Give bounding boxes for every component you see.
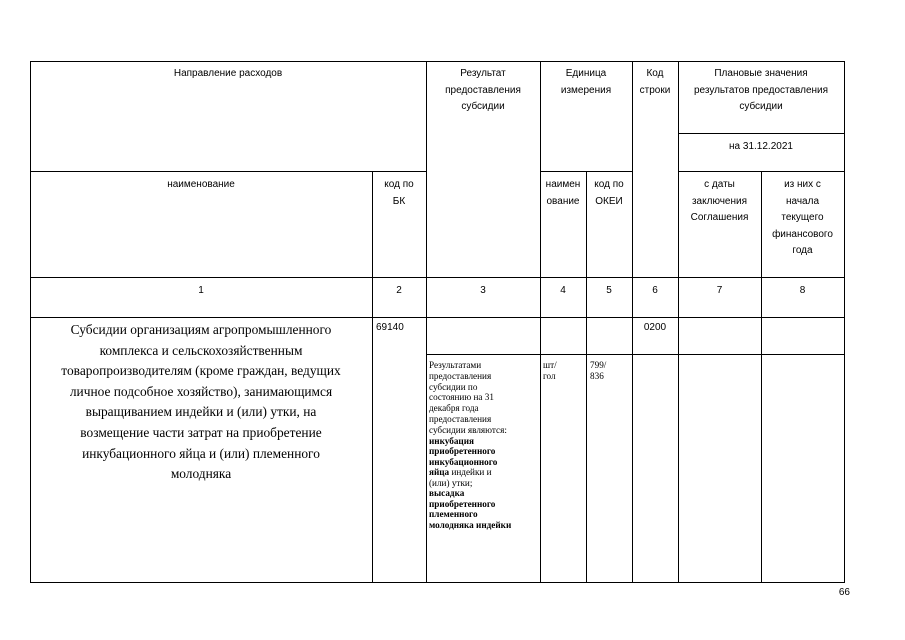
page-number: 66 (838, 587, 850, 598)
header-okei: код по ОКЕИ (594, 179, 624, 207)
table-right-border (844, 61, 845, 583)
row-okei-value: 799/ 836 (590, 360, 607, 381)
header-name: наименование (167, 179, 235, 190)
header-as-of-date: на 31.12.2021 (729, 141, 793, 152)
result-bold-2: высадка приобретенного племенного молодняка индейки (429, 488, 512, 530)
row-line-code: 0200 (643, 322, 667, 333)
table-rule (372, 171, 373, 583)
column-number: 4 (560, 285, 566, 296)
row-name: Субсидии организациям агропромышленного комплекса и сельскохозяйственным товаропроизводителям (кроме граждан, ведущих личное подсобное хозяйство), занимающимся выращиванием индейки и (или) утки, на возмещение части затрат на приобретение инкубационного яйца и (или) племенного молодняка (61, 322, 341, 482)
table-rule (30, 171, 426, 172)
row-result-text (429, 360, 538, 530)
table-rule (426, 61, 427, 583)
row-bk-code: 69140 (376, 322, 404, 333)
header-ytd: из них с начала текущего финансового года (772, 179, 833, 256)
result-intro: Результатами предоставления субсидии по состоянию на 31 декабря года предоставления субсидии являются: (429, 360, 507, 435)
header-bk-code: код по БК (384, 179, 414, 207)
column-number: 5 (606, 285, 612, 296)
header-result: Результат предоставления субсидии (445, 68, 521, 112)
row-unit-value: шт/ гол (543, 360, 557, 381)
table-rule (426, 354, 845, 355)
table-rule (678, 133, 845, 134)
result-item-1 (429, 436, 538, 489)
column-number: 3 (480, 285, 486, 296)
column-number: 1 (198, 285, 204, 296)
result-item-2 (429, 488, 538, 530)
table-rule (30, 317, 845, 318)
header-unit-name: наимен ование (545, 179, 581, 207)
result-plain-1: индейки и (или) утки; (429, 467, 492, 488)
table-rule (586, 171, 587, 583)
header-from-date: с даты заключения Соглашения (690, 179, 749, 223)
table-rule (30, 277, 845, 278)
column-number: 6 (652, 285, 658, 296)
table-rule (540, 61, 541, 583)
column-number: 8 (799, 285, 806, 296)
column-number: 7 (716, 285, 723, 296)
column-number: 2 (396, 285, 402, 296)
header-direction: Направление расходов (173, 68, 283, 79)
header-unit: Единица измерения (560, 68, 612, 96)
header-plan: Плановые значения результатов предоставления субсидии (693, 68, 829, 112)
table-top-border (30, 61, 845, 62)
table-bottom-border (30, 582, 845, 583)
header-code-line: Код строки (639, 68, 671, 96)
result-bold-1: инкубация приобретенного инкубационного яйца (429, 435, 498, 478)
